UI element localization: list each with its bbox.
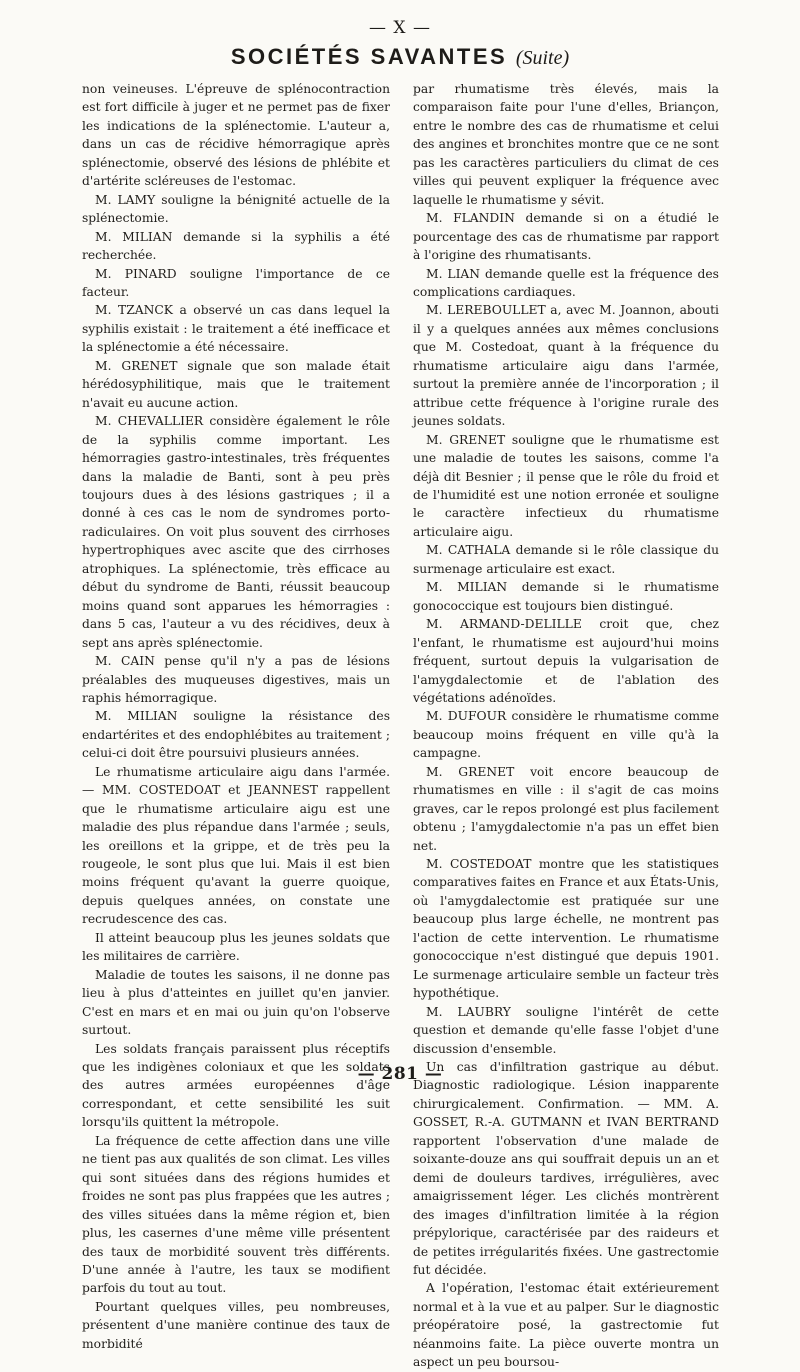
paragraph: M. LAUBRY souligne l'intérêt de cette question et demande qu'elle fasse l'objet d'une discussion d'ensemble.: [413, 1004, 719, 1056]
title-suffix: (Suite): [515, 47, 570, 69]
title-main: SOCIÉTÉS SAVANTES: [230, 44, 508, 69]
right-column: [413, 80, 719, 1372]
page-number: — 281 —: [357, 1064, 443, 1084]
paragraph: Pourtant quelques villes, peu nombreuses, présentent d'une manière continue des taux de morbidité: [82, 1299, 390, 1351]
paragraph: Il atteint beaucoup plus les jeunes soldats que les militaires de carrière.: [82, 930, 390, 964]
paragraph: M. LAMY souligne la bénignité actuelle de la splénectomie.: [82, 192, 390, 226]
paragraph: Maladie de toutes les saisons, il ne donne pas lieu à plus d'atteintes en juillet qu'en janvier. C'est en mars et en mai ou juin qu'on l'observe surtout.: [82, 967, 390, 1038]
paragraph: La fréquence de cette affection dans une ville ne tient pas aux qualités de son climat. Les villes qui sont situées dans des régions humides et froides ne sont pas plus frappées que les autres ; des villes situées dans la même région et, bien plus, les casernes d'une même ville présentent des taux de morbidité souvent très différents. D'une année à l'autre, les taux se modifient parfois du tout au tout.: [82, 1133, 390, 1296]
paragraph: A l'opération, l'estomac était extérieurement normal et à la vue et au palper. Sur le diagnostic préopératoire posé, la gastrectomie fut néanmoins faite. La pièce ouverte montra un aspect un peu boursou-: [413, 1281, 719, 1370]
page-title: [0, 44, 800, 70]
section-heading-paragraph: Le rhumatisme articulaire aigu dans l'armée. — MM. COSTEDOAT et JEANNEST rappellent que le rhumatisme articulaire aigu est une maladie des plus répandue dans l'armée ; seuls, les oreillons et la grippe, et de très peu la rougeole, le sont plus que lui. Mais il est bien moins fréquent qu'avant la guerre quoique, depuis quelques années, on constate une recrudescence des cas.: [82, 764, 390, 927]
paragraph: M. MILIAN souligne la résistance des endartérites et des endophlébites au traitement ; celui-ci doit être poursuivi plusieurs années.: [82, 709, 390, 761]
section-heading-paragraph: Un cas d'infiltration gastrique au début. Diagnostic radiologique. Lésion inapparente chirurgicalement. Confirmation. — MM. A. GOSSET, R.-A. GUTMANN et IVAN BERTRAND rapportent l'observation d'une malade de soixante-douze ans qui souffrait depuis un an et demi de douleurs tardives, irrégulières, avec amaigrissement léger. Les clichés montrèrent des images d'infiltration limitée à la région prépylorique, caractérisée par des raideurs et de petites irrégularités fixées. Une gastrectomie fut décidée.: [413, 1060, 719, 1277]
paragraph: M. MILIAN demande si la syphilis a été recherchée.: [82, 229, 390, 263]
paragraph: M. FLANDIN demande si on a étudié le pourcentage des cas de rhumatisme par rapport à l'origine des rhumatisants.: [413, 211, 719, 263]
paragraph: M. LEREBOULLET a, avec M. Joannon, abouti il y a quelques années aux mêmes conclusions que M. Costedoat, quant à la fréquence du rhumatisme articulaire aigu dans l'armée, surtout la première année de l'incorporation ; il attribue cette fréquence à l'origine rurale des jeunes soldats.: [413, 303, 719, 429]
left-column: [82, 80, 390, 1353]
paragraph: M. MILIAN demande si le rhumatisme gonococcique est toujours bien distingué.: [413, 580, 719, 613]
paragraph: M. ARMAND-DELILLE croit que, chez l'enfant, le rhumatisme est aujourd'hui moins fréquent, surtout depuis la vulgarisation de l'amygdalectomie et de l'ablation des végétations adénoïdes.: [413, 617, 719, 705]
paragraph: M. GRENET voit encore beaucoup de rhumatismes en ville : il s'agit de cas moins graves, car le repos prolongé est plus facilement obtenu ; l'amygdalectomie n'a pas un effet bien net.: [413, 764, 719, 853]
paragraph: M. CAIN pense qu'il n'y a pas de lésions préalables des muqueuses digestives, mais un raphis hémorragique.: [82, 654, 390, 705]
paragraph: M. COSTEDOAT montre que les statistiques comparatives faites en France et aux États-Unis, où l'amygdalectomie est pratiquée sur une beaucoup plus large échelle, ne montrent pas l'action de cette intervention. Le rhumatisme gonococcique n'est distingué que depuis 1901. Le surmenage articulaire semble un facteur très hypothétique.: [413, 857, 719, 1001]
paragraph: M. GRENET signale que son malade était hérédosyphilitique, mais que le traitement n'avait eu aucune action.: [82, 358, 390, 410]
paragraph: Les soldats français paraissent plus réceptifs que les indigènes coloniaux et que les soldats des autres armées européennes d'âge correspondant, et cette sensibilité les suit lorsqu'ils quittent la métropole.: [82, 1041, 390, 1130]
paragraph: non veineuses. L'épreuve de splénocontraction est fort difficile à juger et ne permet pas de fixer les indications de la splénectomie. L'auteur a, dans un cas de récidive hémorragique après splénectomie, observé des lésions de phlébite et d'artérite scléreuses de l'estomac.: [82, 82, 390, 189]
paragraph: M. DUFOUR considère le rhumatisme comme beaucoup moins fréquent en ville qu'à la campagne.: [413, 709, 719, 761]
paragraph: M. LIAN demande quelle est la fréquence des complications cardiaques.: [413, 266, 719, 299]
section-number: — X —: [369, 18, 431, 38]
paragraph: par rhumatisme très élevés, mais la comparaison faite pour l'une d'elles, Briançon, entre le nombre des cas de rhumatisme et celui des angines et bronchites montre que ce ne sont pas les caractères particuliers du climat de ces villes qui peuvent expliquer la fréquence avec laquelle le rhumatisme y sévit.: [413, 82, 719, 207]
paragraph: M. CATHALA demande si le rôle classique du surmenage articulaire est exact.: [413, 543, 719, 576]
paragraph: M. TZANCK a observé un cas dans lequel la syphilis existait : le traitement a été inefficace et la splénectomie a été nécessaire.: [82, 303, 390, 355]
paragraph: M. CHEVALLIER considère également le rôle de la syphilis comme important. Les hémorragies gastro-intestinales, très fréquentes dans la maladie de Banti, sont à peu près toujours dues à des lésions gastriques ; il a donné à ces cas le nom de syndromes porto-radiculaires. On voit plus souvent des cirrhoses hypertrophiques avec ascite que des cirrhoses atrophiques. La splénectomie, très efficace au début du syndrome de Banti, réussit beaucoup moins quand sont apparues les hémorragies : dans 5 cas, l'auteur a vu des récidives, deux à sept ans après splénectomie.: [82, 414, 390, 650]
paragraph: M. GRENET souligne que le rhumatisme est une maladie de toutes les saisons, comme l'a déjà dit Besnier ; il pense que le rôle du froid et de l'humidité est une notion erronée et souligne le caractère infectieux du rhumatisme articulaire aigu.: [413, 432, 719, 539]
paragraph: M. PINARD souligne l'importance de ce facteur.: [82, 266, 390, 299]
